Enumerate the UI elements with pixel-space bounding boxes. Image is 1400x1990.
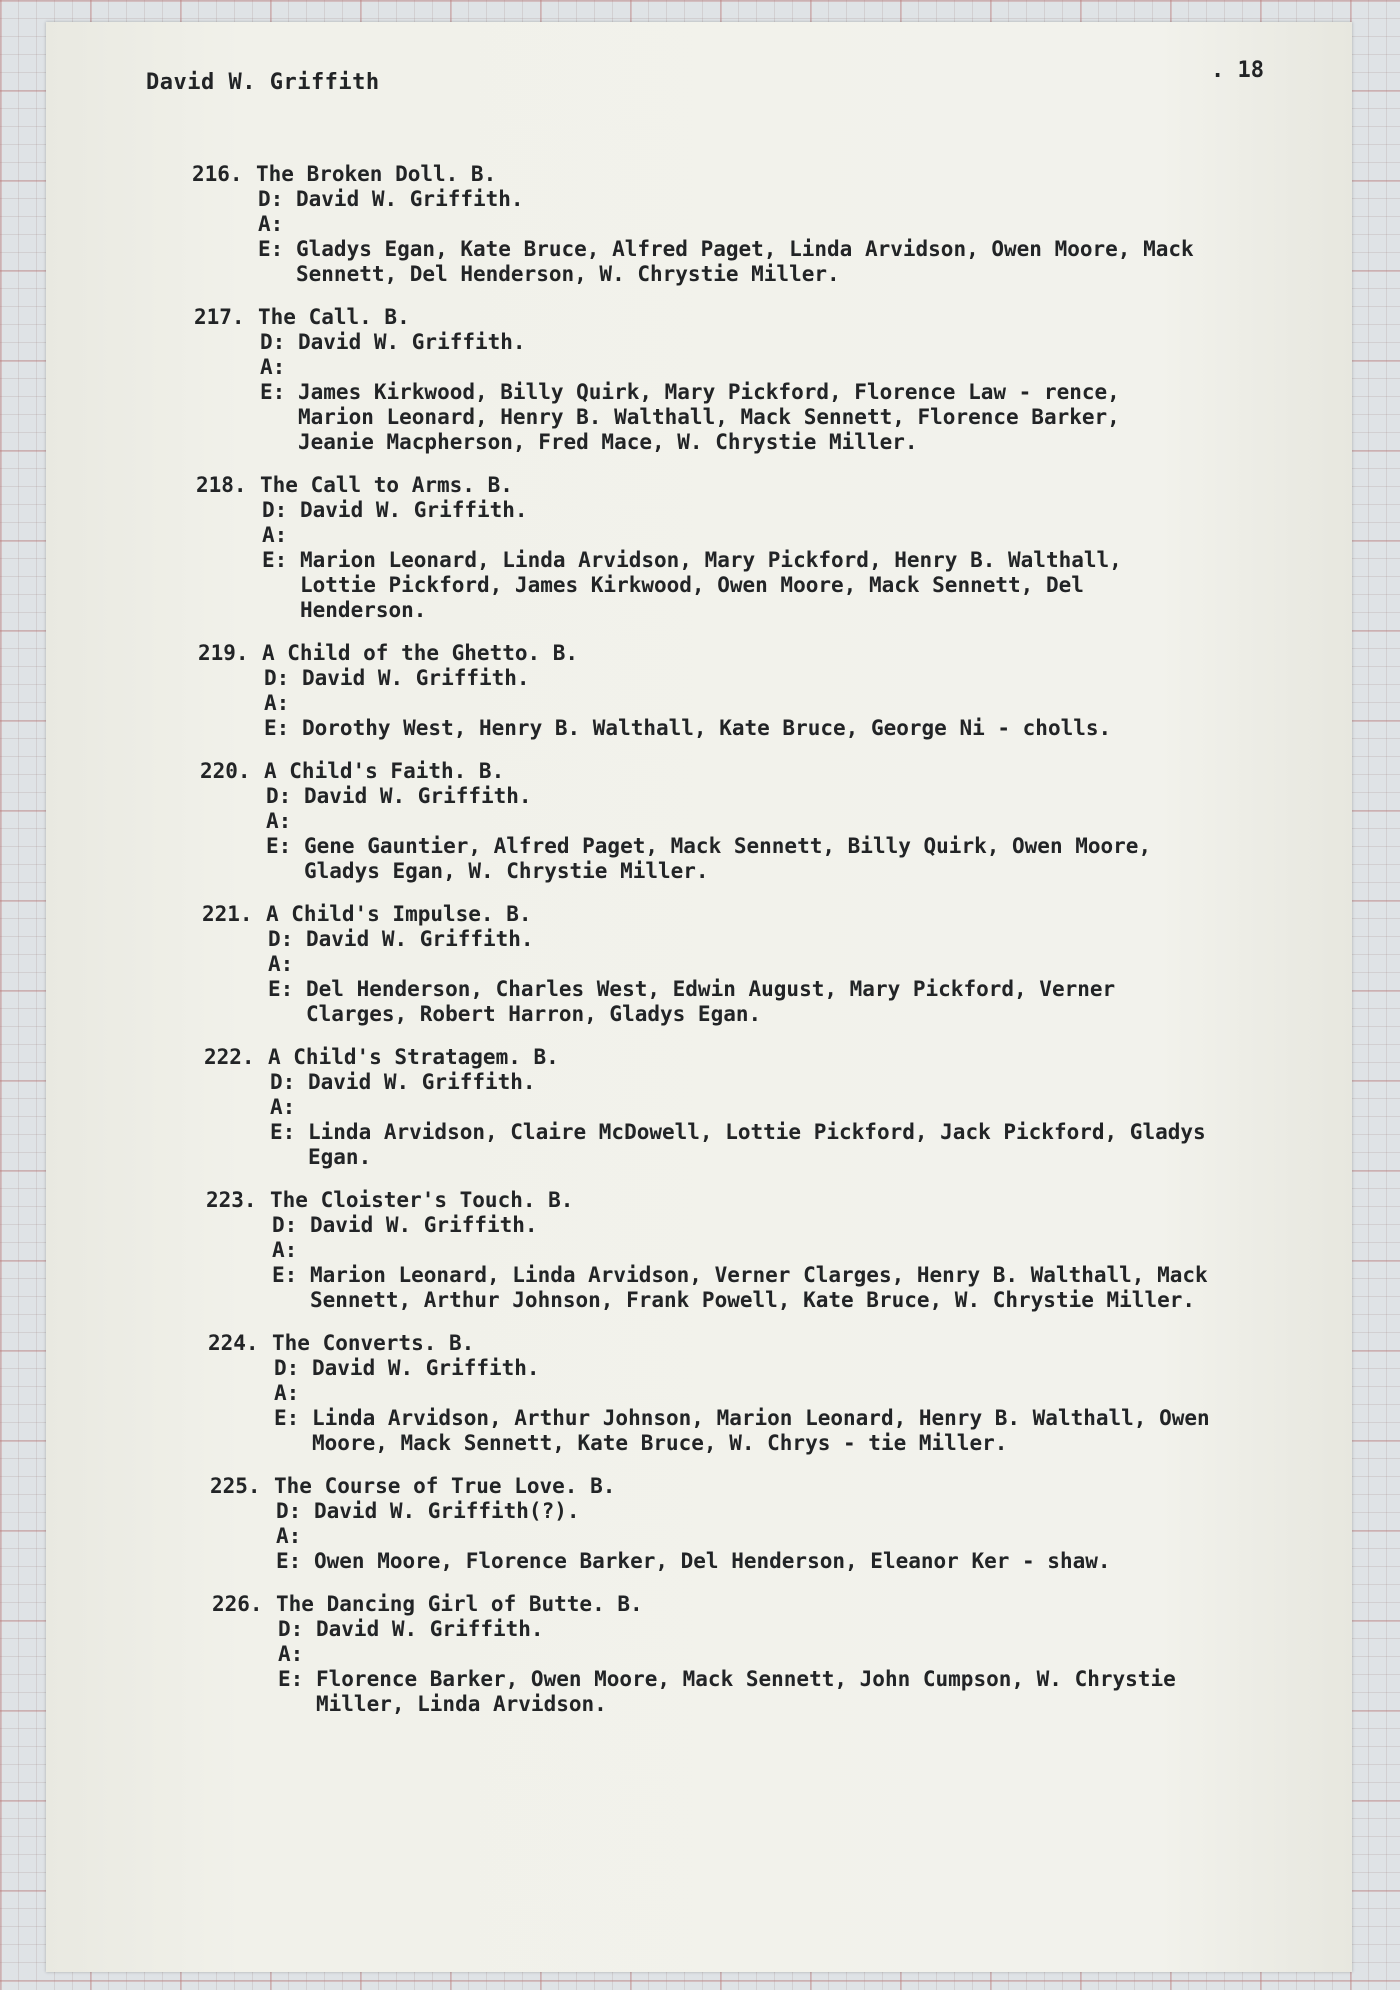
cast-line <box>256 237 1316 287</box>
cast-line <box>272 1406 1316 1456</box>
entry-number: 218. <box>196 473 247 497</box>
e-label: E: <box>278 1667 304 1691</box>
film-title: The Course of True Love. B. <box>274 1474 616 1498</box>
a-label: A: <box>270 1095 296 1119</box>
director-name: David W. Griffith. <box>316 1617 544 1641</box>
film-title: A Child of the Ghetto. B. <box>262 641 579 665</box>
cast-list: Marion Leonard, Linda Arvidson, Verner Clarges, Henry B. Walthall, Mack Sennett, Arthur Johnson, Frank Powell, Kate Bruce, W. Chrystie Miller. <box>310 1263 1208 1312</box>
director-label: D: <box>276 1499 302 1523</box>
cast-line <box>268 1120 1316 1170</box>
director-name: David W. Griffith. <box>302 666 530 690</box>
film-entry <box>202 902 1316 1027</box>
a-label: A: <box>272 1238 298 1262</box>
director-label: D: <box>270 1070 296 1094</box>
director-line <box>266 927 1316 952</box>
director-line <box>260 498 1316 523</box>
a-line <box>270 1238 1316 1263</box>
film-entry <box>192 162 1316 287</box>
filmography-list <box>192 162 1316 1735</box>
director-label: D: <box>272 1213 298 1237</box>
entry-number: 216. <box>192 162 243 186</box>
film-title: The Call to Arms. B. <box>260 473 513 497</box>
cast-line <box>258 380 1316 455</box>
director-name: David W. Griffith. <box>300 498 528 522</box>
e-label: E: <box>272 1263 298 1287</box>
entry-number: 220. <box>200 759 251 783</box>
a-label: A: <box>258 212 284 236</box>
director-line <box>276 1617 1316 1642</box>
a-label: A: <box>266 809 292 833</box>
a-label: A: <box>260 355 286 379</box>
entry-number: 224. <box>208 1331 259 1355</box>
cast-list: Linda Arvidson, Claire McDowell, Lottie Pickford, Jack Pickford, Gladys Egan. <box>308 1120 1206 1169</box>
a-line <box>266 952 1316 977</box>
director-name: David W. Griffith. <box>308 1070 536 1094</box>
film-title: A Child's Faith. B. <box>264 759 505 783</box>
cast-line <box>276 1667 1316 1717</box>
a-label: A: <box>276 1524 302 1548</box>
cast-line <box>274 1549 1316 1574</box>
cast-list: Linda Arvidson, Arthur Johnson, Marion Leonard, Henry B. Walthall, Owen Moore, Mack Sennett, Kate Bruce, W. Chrys - tie Miller. <box>312 1406 1210 1455</box>
entry-number: 223. <box>206 1188 257 1212</box>
film-title: The Converts. B. <box>272 1331 475 1355</box>
director-label: D: <box>264 666 290 690</box>
film-title: A Child's Impulse. B. <box>266 902 532 926</box>
entry-number: 221. <box>202 902 253 926</box>
director-line <box>258 330 1316 355</box>
header-author: David W. Griffith <box>146 70 380 95</box>
entry-number: 219. <box>198 641 249 665</box>
director-label: D: <box>260 330 286 354</box>
e-label: E: <box>260 380 286 404</box>
film-entry <box>200 759 1316 884</box>
e-label: E: <box>274 1406 300 1430</box>
film-title: The Call. B. <box>258 305 410 329</box>
a-label: A: <box>262 523 288 547</box>
cast-list: Florence Barker, Owen Moore, Mack Sennett, John Cumpson, W. Chrystie Miller, Linda Arvidson. <box>316 1667 1176 1716</box>
cast-list: Gladys Egan, Kate Bruce, Alfred Paget, Linda Arvidson, Owen Moore, Mack Sennett, Del Henderson, W. Chrystie Miller. <box>296 237 1194 286</box>
director-label: D: <box>258 187 284 211</box>
film-entry <box>204 1045 1316 1170</box>
cast-line <box>266 977 1316 1027</box>
cast-line <box>262 716 1316 741</box>
a-line <box>256 212 1316 237</box>
director-name: David W. Griffith. <box>310 1213 538 1237</box>
director-label: D: <box>278 1617 304 1641</box>
e-label: E: <box>276 1549 302 1573</box>
a-line <box>276 1642 1316 1667</box>
director-label: D: <box>266 784 292 808</box>
director-label: D: <box>274 1356 300 1380</box>
e-label: E: <box>262 548 288 572</box>
e-label: E: <box>266 834 292 858</box>
page-number: . 18 <box>1211 58 1264 83</box>
director-label: D: <box>268 927 294 951</box>
cast-list: Dorothy West, Henry B. Walthall, Kate Bruce, George Ni - cholls. <box>302 716 1112 740</box>
a-line <box>274 1524 1316 1549</box>
entry-number: 226. <box>212 1592 263 1616</box>
director-name: David W. Griffith(?). <box>314 1499 580 1523</box>
e-label: E: <box>268 977 294 1001</box>
a-label: A: <box>264 691 290 715</box>
film-title: The Dancing Girl of Butte. B. <box>276 1592 643 1616</box>
a-label: A: <box>268 952 294 976</box>
cast-list: Del Henderson, Charles West, Edwin August, Mary Pickford, Verner Clarges, Robert Harron, Gladys Egan. <box>306 977 1116 1026</box>
cast-list: Marion Leonard, Linda Arvidson, Mary Pickford, Henry B. Walthall, Lottie Pickford, James Kirkwood, Owen Moore, Mack Sennett, Del Henderson. <box>300 548 1122 622</box>
film-entry <box>206 1188 1316 1313</box>
film-entry <box>208 1331 1316 1456</box>
film-entry <box>212 1592 1316 1717</box>
director-name: David W. Griffith. <box>312 1356 540 1380</box>
director-line <box>270 1213 1316 1238</box>
director-label: D: <box>262 498 288 522</box>
document-page <box>46 22 1352 1972</box>
director-name: David W. Griffith. <box>306 927 534 951</box>
a-line <box>264 809 1316 834</box>
a-label: A: <box>278 1642 304 1666</box>
a-line <box>258 355 1316 380</box>
film-entry <box>196 473 1316 623</box>
a-line <box>260 523 1316 548</box>
director-name: David W. Griffith. <box>304 784 532 808</box>
entry-number: 222. <box>204 1045 255 1069</box>
film-entry <box>194 305 1316 455</box>
director-name: David W. Griffith. <box>298 330 526 354</box>
film-title: The Cloister's Touch. B. <box>270 1188 574 1212</box>
director-line <box>256 187 1316 212</box>
director-line <box>274 1499 1316 1524</box>
cast-list: James Kirkwood, Billy Quirk, Mary Pickford, Florence Law - rence, Marion Leonard, Henry B. Walthall, Mack Sennett, Florence Barker, Jeanie Macpherson, Fred Mace, W. Chrystie Miller. <box>298 380 1120 454</box>
entry-number: 225. <box>210 1474 261 1498</box>
e-label: E: <box>258 237 284 261</box>
director-line <box>264 784 1316 809</box>
cast-line <box>260 548 1316 623</box>
cast-list: Gene Gauntier, Alfred Paget, Mack Sennett, Billy Quirk, Owen Moore, Gladys Egan, W. Chrystie Miller. <box>304 834 1152 883</box>
film-title: The Broken Doll. B. <box>256 162 497 186</box>
a-line <box>272 1381 1316 1406</box>
director-line <box>272 1356 1316 1381</box>
a-label: A: <box>274 1381 300 1405</box>
a-line <box>262 691 1316 716</box>
entry-number: 217. <box>194 305 245 329</box>
director-name: David W. Griffith. <box>296 187 524 211</box>
a-line <box>268 1095 1316 1120</box>
director-line <box>262 666 1316 691</box>
film-entry <box>198 641 1316 741</box>
cast-list: Owen Moore, Florence Barker, Del Henderson, Eleanor Ker - shaw. <box>314 1549 1111 1573</box>
e-label: E: <box>270 1120 296 1144</box>
film-title: A Child's Stratagem. B. <box>268 1045 559 1069</box>
film-entry <box>210 1474 1316 1574</box>
e-label: E: <box>264 716 290 740</box>
director-line <box>268 1070 1316 1095</box>
cast-line <box>270 1263 1316 1313</box>
cast-line <box>264 834 1316 884</box>
